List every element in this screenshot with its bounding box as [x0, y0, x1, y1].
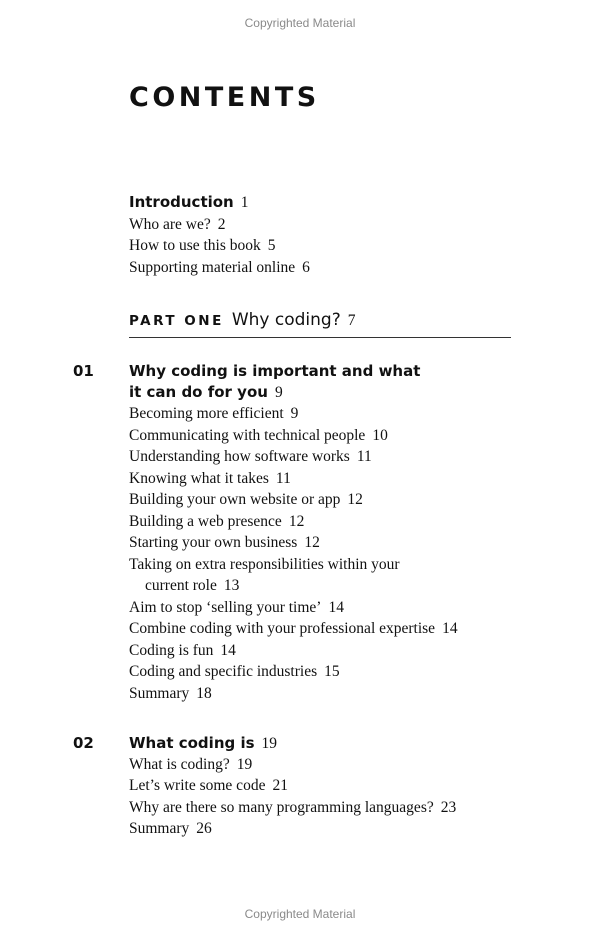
page-number: 18 [196, 685, 212, 702]
toc-item[interactable] [129, 448, 372, 466]
toc-item[interactable] [129, 620, 458, 638]
item-label: Coding and specific industries [129, 663, 318, 680]
item-label: Coding is fun [129, 642, 214, 659]
item-label: Combine coding with your professional expertise [129, 620, 436, 637]
item-label: Starting your own business [129, 534, 298, 551]
item-label: current role [145, 577, 217, 594]
toc-item[interactable] [129, 216, 226, 234]
page-number: 26 [196, 820, 212, 837]
page-number: 23 [440, 799, 457, 816]
item-label: Summary [129, 685, 190, 702]
item-label: What is coding? [129, 756, 230, 773]
toc-item[interactable] [129, 756, 252, 774]
toc-item[interactable] [129, 799, 456, 817]
toc-entry-introduction[interactable] [129, 193, 249, 212]
item-label: Knowing what it takes [129, 470, 269, 487]
page-number: 2 [217, 216, 226, 233]
page-number: 12 [304, 534, 320, 551]
item-label: Why are there so many programming languages? [129, 799, 434, 816]
page-number: 1 [240, 194, 249, 211]
page-number: 14 [442, 620, 458, 637]
page-number: 10 [372, 427, 388, 444]
toc-item[interactable] [129, 491, 363, 509]
toc-item[interactable] [129, 534, 320, 552]
item-label: Supporting material online [129, 259, 296, 276]
page-number: 19 [236, 756, 253, 773]
item-label: How to use this book [129, 237, 261, 254]
toc-item[interactable] [129, 820, 212, 838]
chapter-title[interactable] [129, 362, 420, 380]
item-label: Let’s write some code [129, 777, 266, 794]
page-number: 11 [275, 470, 291, 487]
chapter-title[interactable] [129, 734, 277, 753]
page-number: 15 [324, 663, 340, 680]
copyright-watermark-top: Copyrighted Material [244, 16, 356, 30]
item-label: Who are we? [129, 216, 211, 233]
chapter-number: 02 [73, 734, 94, 752]
page-number: 14 [220, 642, 236, 659]
copyright-watermark-bottom: Copyrighted Material [244, 907, 356, 921]
toc-item[interactable] [129, 513, 304, 531]
page-number: 13 [223, 577, 240, 594]
item-label: Building a web presence [129, 513, 282, 530]
page-number: 9 [274, 384, 283, 401]
part-label: PART ONE [129, 313, 224, 329]
toc-item[interactable] [129, 777, 288, 795]
toc-item[interactable] [129, 642, 236, 660]
page-number: 12 [288, 513, 305, 530]
page-number: 7 [347, 312, 356, 329]
page-number: 5 [267, 237, 276, 254]
item-label: Building your own website or app [129, 491, 341, 508]
entry-title: Introduction [129, 193, 234, 211]
page-number: 12 [347, 491, 363, 508]
chapter-title-line: it can do for you [129, 383, 268, 401]
toc-item[interactable] [129, 427, 388, 445]
item-label: Becoming more efficient [129, 405, 284, 422]
toc-item[interactable] [129, 237, 276, 255]
page-number: 19 [261, 735, 278, 752]
item-label: Aim to stop ‘selling your time’ [129, 599, 322, 616]
part-heading[interactable] [129, 310, 511, 338]
chapter-title-continued[interactable] [129, 383, 283, 402]
page-number: 6 [302, 259, 310, 276]
item-label: Summary [129, 820, 190, 837]
toc-item[interactable] [129, 685, 212, 703]
toc-item[interactable] [129, 599, 344, 617]
toc-item[interactable] [129, 556, 400, 574]
item-label: Communicating with technical people [129, 427, 366, 444]
toc-item[interactable] [129, 405, 298, 423]
item-label: Taking on extra responsibilities within your [129, 556, 400, 573]
part-title: Why coding? [231, 310, 341, 330]
page-number: 11 [356, 448, 372, 465]
page-title: CONTENTS [129, 82, 320, 113]
toc-item[interactable] [129, 663, 340, 681]
page-number: 21 [272, 777, 288, 794]
toc-item-continued[interactable] [145, 577, 239, 595]
item-label: Understanding how software works [129, 448, 350, 465]
page-number: 9 [290, 405, 299, 422]
chapter-title-line: What coding is [129, 734, 255, 752]
page-number: 14 [328, 599, 344, 616]
chapter-number: 01 [73, 362, 94, 380]
toc-item[interactable] [129, 259, 310, 277]
chapter-title-line: Why coding is important and what [129, 362, 421, 380]
toc-item[interactable] [129, 470, 291, 488]
